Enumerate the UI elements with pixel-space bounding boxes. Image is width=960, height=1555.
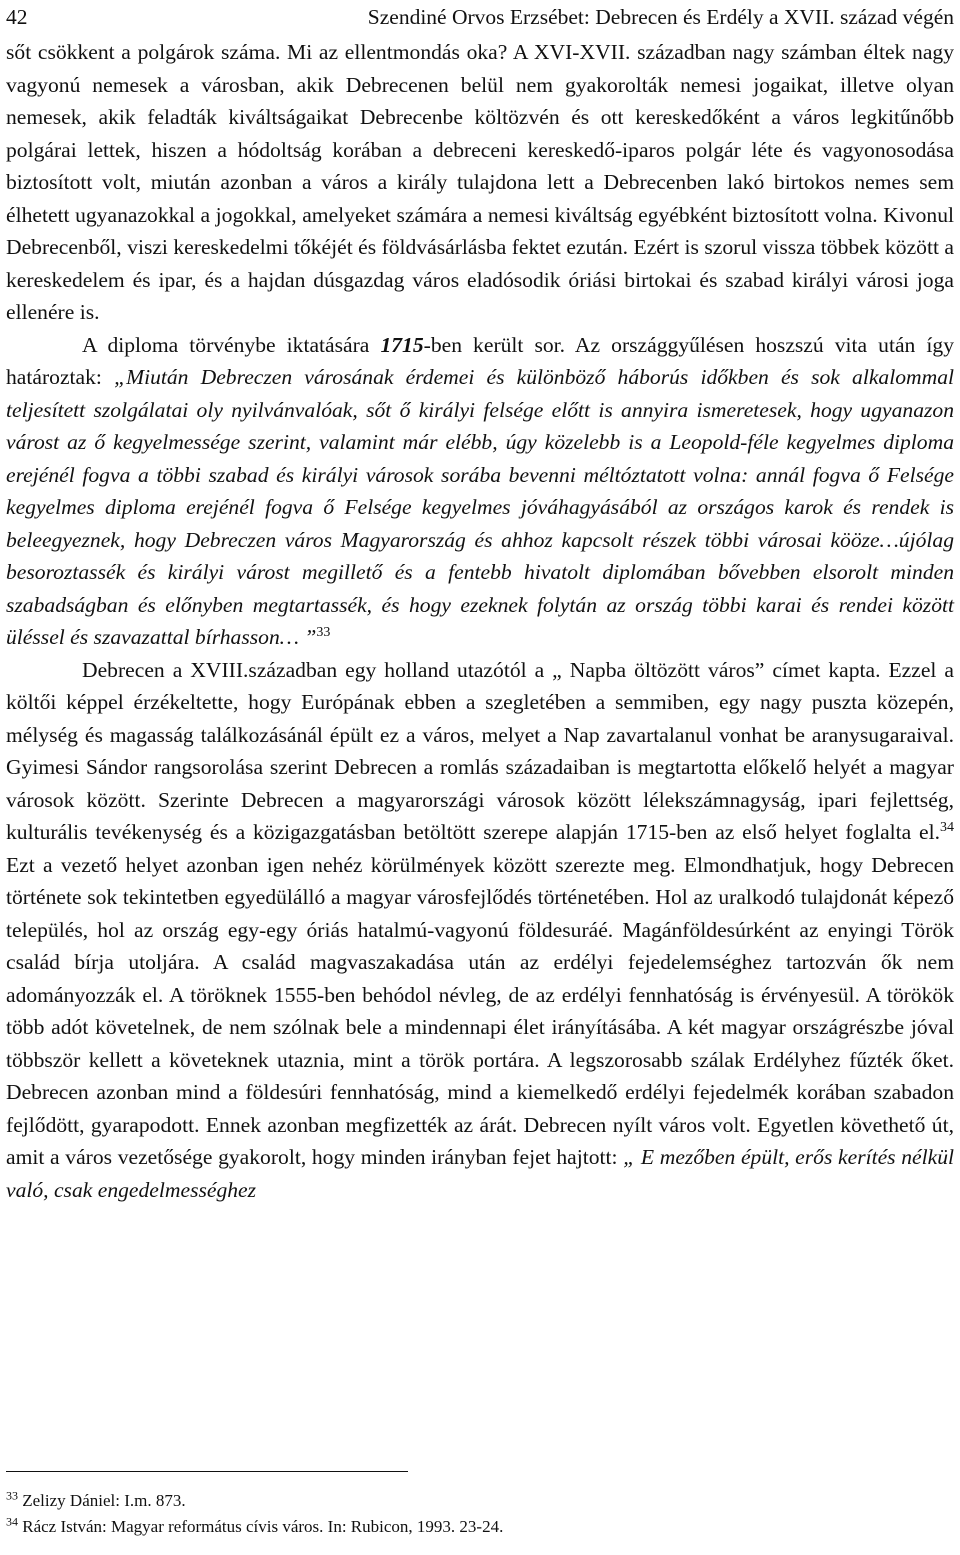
paragraph-1-text: sőt csökkent a polgárok száma. Mi az ellentmondás oka? A XVI-XVII. században nagy számban éltek nagy vagyonú nemesek a városban, akik Debrecenen belül nem gyakorolták nemesi jogaikat, illetve olyan nemesek, akik feladták kiváltságaikat Debrecenbe költözvén és ott kereskedőként a város legkitűnőbb polgárai lettek, hiszen a hódoltság korában a debreceni kereskedő-iparos polgár léte és vagyonosodása biztosított volt, miután azonban a város a király tulajdona lett a Debrecenben lakó birtokos nemes sem élhetett ugyanazokkal a jogokkal, amelyeket számára a nemesi kiváltság egyébként biztosított volna. Kivonul Debrecenből, viszi kereskedelmi tőkéjét és földvásárlásba fektet ezután. Ezért is szorul vissza többek között a kereskedelem és ipar, és a hajdan dúsgazdag város eladósodik óriási birtokai és szabad királyi városi joga ellenére is. [6,40,954,324]
footnote-34 [6,1514,954,1540]
footnote-separator [6,1471,408,1472]
paragraph-3-text-1: Debrecen a XVIII.században egy holland utazótól a „ Napba öltözött város” címet kapta. Ezzel a költői képpel érzékeltette, hogy Európának ebben a szegletében a semmiben, egy nagy puszta közepén, mélység és magasság találkozásánál épült ez a város, melyet a Nap zavartalanul vonhat be aranysugaraival. Gyimesi Sándor rangsorolása szerint Debrecen a romlás századaiban is megtartotta előkelő helyét a magyar városok között. Szerinte Debrecen a magyarországi városok között lélekszámnagyság, ipari fejlettség, kulturális tevékenység és a közigazgatásban betöltött szerepe alapján 1715-ben az első helyet foglalta el. [6,657,954,844]
paragraph-2-lead: A diploma törvénybe iktatására [82,332,381,357]
closing-quote: „ E mezőben épült, erős kerítés nélkül való, csak engedelmességhez [6,1145,954,1202]
paragraph-3 [6,654,954,1207]
page-header [6,0,954,34]
footnote-ref-34: 34 [940,819,954,835]
running-title: Szendiné Orvos Erzsébet: Debrecen és Erdély a XVII. század végén [367,5,954,29]
footnote-text: Rácz István: Magyar református cívis város. In: Rubicon, 1993. 23-24. [18,1517,504,1536]
footnote-number: 33 [6,1488,18,1503]
diet-decision-quote: „Miután Debreczen városának érdemei és különböző háborús időkben és sok alkalommal teljesített szolgálatai oly nyilvánvalóak, sőt ő királyi felsége előtt is annyira ismeretesek, hogy ugyanazon várost az ő kegyelmessége szerint, valamint már elébb, úgy közelebb is a Leopold-féle kegyelmes diploma erejénél fogva a többi szabad és királyi városok sorába bevenni méltóztatott volna: annál fogva ő Felsége kegyelmes diploma erejénél fogva ő Felsége kegyelmes jóváhagyásából az országos karok és rendek is beleegyeznek, hogy Debreczen város Magyarország és ahhoz kapcsolt részek többi városai kööze…újólag besoroztassék és királyi várost megillető és a fentebb hivatolt diplomában bővebben elsorolt minden szabadságban és előnyben megtartassék, és hogy ezeknek folytán az ország többi karai és rendei között üléssel és szavazattal bírhasson… ” [6,365,954,649]
page-number: 42 [6,5,28,29]
paragraph-2 [6,329,954,654]
paragraph-1 [6,36,954,329]
year-1715: 1715 [380,332,424,357]
footnote-number: 34 [6,1514,18,1529]
footnote-text: Zelizy Dániel: I.m. 873. [18,1491,186,1510]
paragraph-2-mid: -ben került sor. Az országgyűlésen hoszszú vita után így határoztak: [6,332,954,389]
footnote-ref-33: 33 [316,624,331,640]
footnotes [6,1488,954,1540]
footnote-33 [6,1488,954,1514]
body-text [6,36,954,1206]
paragraph-3-text-2: Ezt a vezető helyet azonban igen nehéz körülmények között szerezte meg. Elmondhatjuk, hogy Debrecen története sok tekintetben egyedülálló a magyar városfejlődés történetében. Hol az uralkodó tulajdonát képező település, hol az ország egy-egy óriás hatalmú-vagyonú földesuráé. Magánföldesúrként az enyingi Török család bírja utoljára. A család magvaszakadása után az erdélyi fejedelemséghez tartozván ők nem adományozzák el. A töröknek 1555-ben behódol névleg, de az erdélyi fennhatóság is érvényesül. A törökök több adót követelnek, de nem szólnak bele a mindennapi élet irányításába. A két magyar országrészbe jóval többször kellett a követeknek utaznia, mint a török portára. A legszorosabb szálak Erdélyhez fűzték őket. Debrecen azonban mind a földesúri fennhatóság, mind a kiemelkedő erdélyi fejedelmék korában szabadon fejlődött, gyarapodott. Ennek azonban megfizették az árát. Debrecen nyílt város volt. Egyetlen követhető út, amit a város vezetősége gyakorolt, hogy minden irányban fejet hajtott: [6,852,954,1169]
